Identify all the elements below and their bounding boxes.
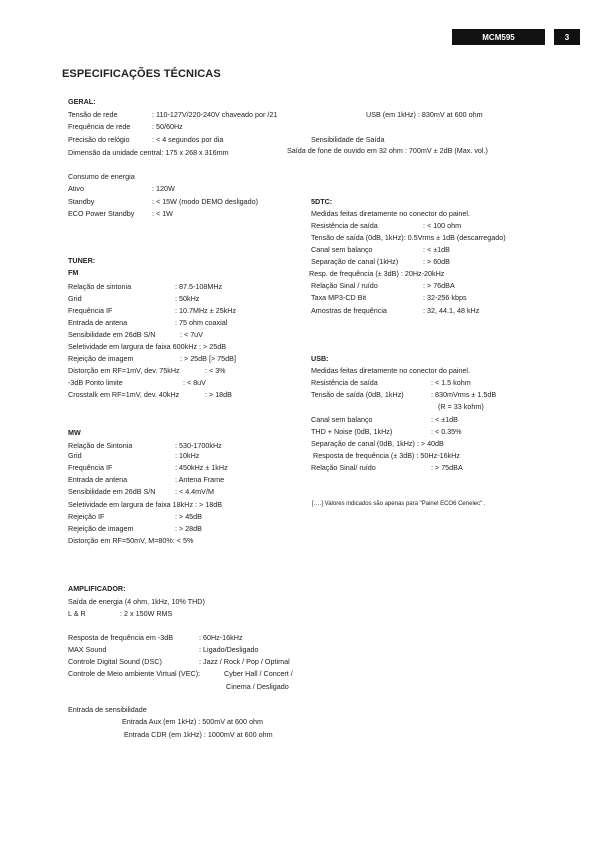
spec-text: : > 18dB — [205, 390, 232, 399]
spec-text: : 450kHz ± 1kHz — [175, 463, 228, 472]
spec-text: : 530-1700kHz — [175, 441, 222, 450]
spec-text: Seletividade em largura de faixa 18kHz : > 18dB — [68, 500, 223, 509]
spec-text: : < 1W — [152, 209, 173, 218]
spec-text: Ativo — [68, 184, 84, 193]
spec-text: : < ±1dB — [423, 245, 450, 254]
spec-text: [….] Valores indicados são apenas para "Painel ECO6 Cenelec" . — [312, 501, 486, 507]
model-label: MCM595 — [452, 29, 545, 45]
spec-text: : < 1.5 kohm — [431, 378, 471, 387]
spec-text: : 32, 44.1, 48 kHz — [423, 306, 480, 315]
spec-text: Separação de canal (0dB, 1kHz) : > 40dB — [311, 439, 444, 448]
spec-text: Grid — [68, 451, 82, 460]
spec-text: Relação de sintonia — [68, 282, 132, 291]
section-heading: AMPLIFICADOR: — [68, 584, 126, 593]
spec-text: MAX Sound — [68, 645, 107, 654]
spec-text: Frequência IF — [68, 463, 113, 472]
spec-text: Frequência IF — [68, 306, 113, 315]
spec-text: THD + Noise (0dB, 1kHz) — [311, 427, 393, 436]
spec-text: L & R — [68, 609, 86, 618]
spec-text: : > 76dBA — [423, 281, 455, 290]
spec-text: Distorção em RF=1mV, dev. 75kHz — [68, 366, 180, 375]
spec-text: Controle Digital Sound (DSC) — [68, 657, 162, 666]
section-heading: TUNER: — [68, 256, 96, 265]
spec-text: : 32-256 kbps — [423, 293, 467, 302]
spec-text: Taxa MP3-CD Bit — [311, 293, 367, 302]
spec-text: : < 0.35% — [431, 427, 462, 436]
spec-text: : < 3% — [205, 366, 226, 375]
spec-text: Resposta de frequência em -3dB — [68, 633, 174, 642]
spec-text: Sensibilidade em 26dB S/N — [68, 330, 156, 339]
spec-text: Separação de canal (1kHz) — [311, 257, 399, 266]
spec-text: Cinema / Desligado — [226, 682, 289, 691]
section-heading: GERAL: — [68, 97, 96, 106]
spec-text: Rejeição IF — [68, 512, 105, 521]
spec-text: : Antena Frame — [175, 475, 225, 484]
spec-text: Amostras de frequência — [311, 306, 387, 315]
spec-text: : 10.7MHz ± 25kHz — [175, 306, 237, 315]
spec-text: Distorção em RF=50mV, M=80%: < 5% — [68, 536, 194, 545]
spec-text: : Ligado/Desligado — [199, 645, 259, 654]
spec-text: Precisão do relógio — [68, 135, 130, 144]
spec-text: Tensão de saída (0dB, 1kHz) — [311, 390, 404, 399]
spec-text: Dimensão da unidade central: 175 x 268 x 316mm — [68, 148, 229, 157]
spec-text: Entrada CDR (em 1kHz) : 1000mV at 600 ohm — [124, 730, 273, 739]
spec-text: : 50/60Hz — [152, 122, 183, 131]
page-title: ESPECIFICAÇÕES TÉCNICAS — [62, 68, 221, 80]
spec-text: : > 75dBA — [431, 463, 463, 472]
spec-text: : 87.5-108MHz — [175, 282, 223, 291]
section-heading: 5DTC: — [311, 197, 333, 206]
spec-text: : < ±1dB — [431, 415, 458, 424]
spec-text: Entrada de antena — [68, 318, 128, 327]
spec-text: Rejeição de imagem — [68, 524, 134, 533]
spec-text: : < 4 segundos por dia — [152, 135, 224, 144]
spec-text: Medidas feitas diretamente no conector do painel. — [311, 209, 471, 218]
spec-text: Resistência de saída — [311, 221, 378, 230]
spec-text: Canal sem balanço — [311, 245, 373, 254]
spec-text: Controle de Meio ambiente Virtual (VEC): — [68, 669, 201, 678]
spec-text: Sensibilidade de Saída — [311, 135, 385, 144]
section-heading: USB: — [311, 354, 329, 363]
spec-text: Relação de Sintonia — [68, 441, 133, 450]
spec-text: : > 28dB — [175, 524, 202, 533]
spec-text: : < 15W (modo DEMO desligado) — [152, 197, 259, 206]
spec-text: Frequência de rede — [68, 122, 131, 131]
spec-text: Entrada Aux (em 1kHz) : 500mV at 600 ohm — [122, 717, 264, 726]
spec-text: Canal sem balanço — [311, 415, 373, 424]
spec-text: Entrada de sensibilidade — [68, 705, 147, 714]
spec-text: : 830mVrms ± 1.5dB — [431, 390, 497, 399]
spec-text: Saída de energia (4 ohm, 1kHz, 10% THD) — [68, 597, 205, 606]
spec-text: Cyber Hall / Concert / — [224, 669, 293, 678]
spec-text: : > 25dB [> 75dB] — [180, 354, 236, 363]
spec-text: : 50kHz — [175, 294, 200, 303]
spec-text: : 120W — [152, 184, 175, 193]
spec-text: : > 45dB — [175, 512, 202, 521]
spec-text: Medidas feitas diretamente no conector do painel. — [311, 366, 471, 375]
section-heading: MW — [68, 428, 81, 437]
spec-text: Entrada de antena — [68, 475, 128, 484]
spec-text: USB (em 1kHz) : 830mV at 600 ohm — [366, 110, 483, 119]
spec-text: : < 4.4mV/M — [175, 487, 214, 496]
spec-text: : 110-127V/220-240V chaveado por /21 — [152, 110, 278, 119]
spec-text: Resistência de saída — [311, 378, 378, 387]
spec-text: Resp. de frequência (± 3dB) : 20Hz-20kHz — [309, 269, 445, 278]
spec-text: Saída de fone de ouvido em 32 ohm : 700mV ± 2dB (Max. vol.) — [287, 146, 488, 155]
spec-text: : Jazz / Rock / Pop / Optimal — [199, 657, 290, 666]
spec-text: Standby — [68, 197, 95, 206]
spec-text: : < 7uV — [180, 330, 203, 339]
spec-text: Resposta de frequência (± 3dB) : 50Hz-16kHz — [313, 451, 460, 460]
spec-text: ECO Power Standby — [68, 209, 135, 218]
spec-text: : 60Hz-16kHz — [199, 633, 243, 642]
spec-text: : < 100 ohm — [423, 221, 462, 230]
page-number: 3 — [554, 29, 580, 45]
spec-text: Grid — [68, 294, 82, 303]
spec-text: Rejeição de imagem — [68, 354, 134, 363]
spec-text: : < 8uV — [183, 378, 206, 387]
spec-text: Consumo de energia — [68, 172, 135, 181]
spec-text: : 2 x 150W RMS — [120, 609, 173, 618]
spec-text: Tensão de saída (0dB, 1kHz): 0.5Vrms ± 1dB (descarregado) — [311, 233, 506, 242]
spec-text: : > 60dB — [423, 257, 450, 266]
spec-text: Sensibilidade em 26dB S/N — [68, 487, 156, 496]
spec-text: : 75 ohm coaxial — [175, 318, 228, 327]
spec-text: (R = 33 kohm) — [438, 402, 484, 411]
spec-text: Tensão de rede — [68, 110, 118, 119]
spec-text: -3dB Ponto limite — [68, 378, 123, 387]
spec-text: : 10kHz — [175, 451, 200, 460]
spec-text: Relação Sinal/ ruído — [311, 463, 376, 472]
section-heading: FM — [68, 268, 79, 277]
spec-text: Seletividade em largura de faixa 600kHz : > 25dB — [68, 342, 227, 351]
spec-text: Relação Sinal / ruído — [311, 281, 378, 290]
spec-text: Crosstalk em RF=1mV, dev. 40kHz — [68, 390, 180, 399]
